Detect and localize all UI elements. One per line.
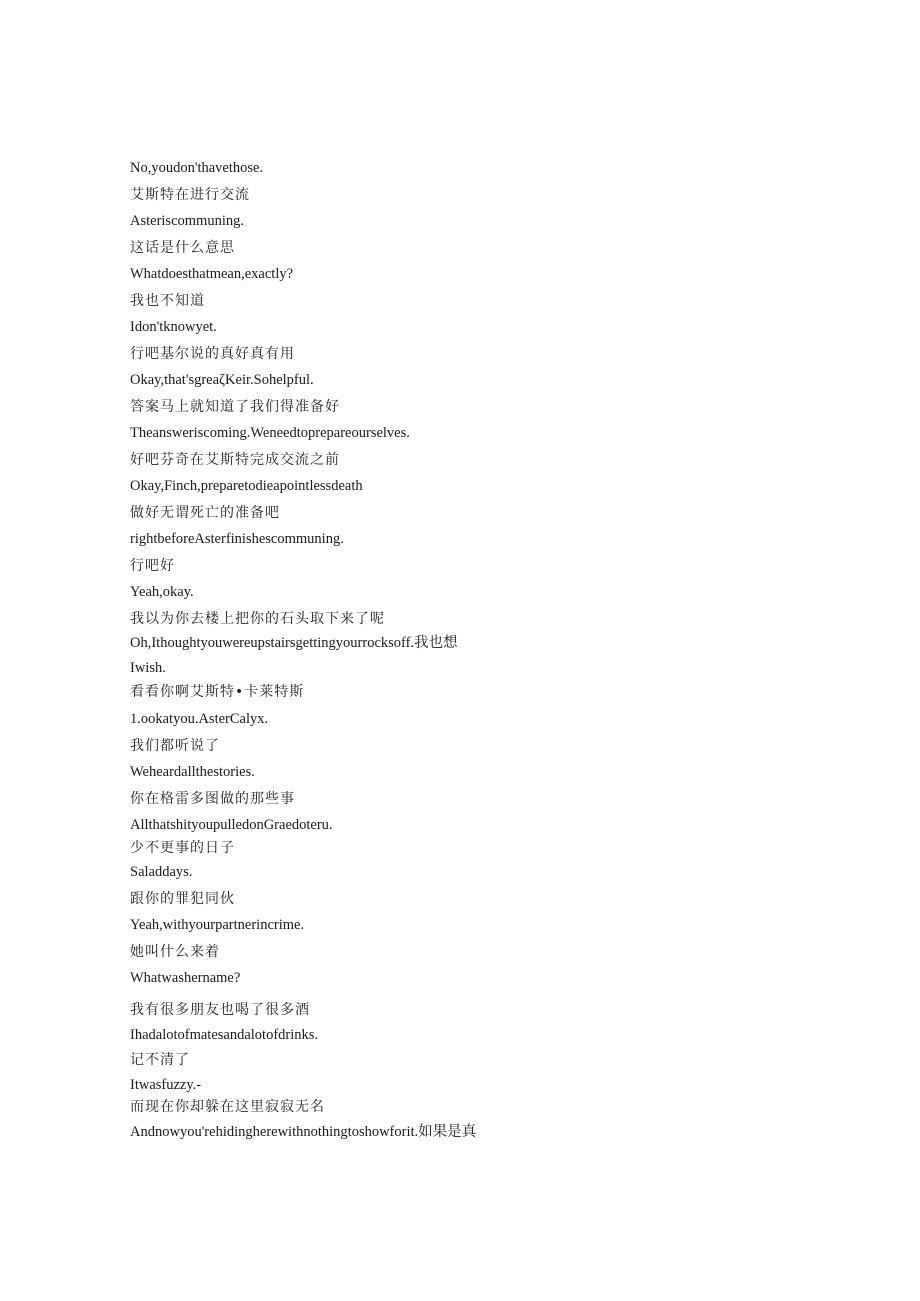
text-line: 做好无谓死亡的准备吧 <box>130 505 280 521</box>
text-line: Oh,Ithoughtyouwereupstairsgettingyourrocksoff.我也想 <box>130 635 458 651</box>
text-line: Okay,Finch,preparetodieapointlessdeath <box>130 478 363 494</box>
text-line: 好吧芬奇在艾斯特完成交流之前 <box>130 452 340 468</box>
text-line: Yeah,withyourpartnerincrime. <box>130 917 305 933</box>
text-line: 看看你啊艾斯特•卡莱特斯 <box>130 684 305 700</box>
text-line: Okay,that'sgreaζKeir.Sohelpful. <box>130 372 314 388</box>
text-line: rightbeforeAsterfinishescommuning. <box>130 531 344 547</box>
text-line: 记不清了 <box>130 1052 190 1068</box>
text-line: 1.ookatyou.AsterCalyx. <box>130 711 269 727</box>
text-line: 答案马上就知道了我们得准备好 <box>130 399 340 415</box>
text-line: Weheardallthestories. <box>130 764 255 780</box>
text-line: Theansweriscoming.Weneedtoprepareourselves. <box>130 425 410 441</box>
text-line: 我们都听说了 <box>130 738 220 754</box>
text-line: Idon'tknowyet. <box>130 319 217 335</box>
text-line: 她叫什么来着 <box>130 944 220 960</box>
text-line: 少不更事的日子 <box>130 840 235 856</box>
text-line: 我以为你去楼上把你的石头取下来了呢 <box>130 611 385 627</box>
text-line: Yeah,okay. <box>130 584 194 600</box>
text-line: 我有很多朋友也喝了很多酒 <box>130 1002 310 1018</box>
text-line: Asteriscommuning. <box>130 213 244 229</box>
text-line: AllthatshityoupulledonGraedoteru. <box>130 817 333 833</box>
text-line: Whatdoesthatmean,exactly? <box>130 266 294 282</box>
text-line: 行吧好 <box>130 558 175 574</box>
text-line: 艾斯特在进行交流 <box>130 187 250 203</box>
text-line: 这话是什么意思 <box>130 240 235 256</box>
text-line: 而现在你却躲在这里寂寂无名 <box>130 1099 325 1115</box>
text-line: 跟你的罪犯同伙 <box>130 891 235 907</box>
text-line: Whatwashername? <box>130 970 241 986</box>
text-line: Iwish. <box>130 660 166 676</box>
text-line: Itwasfuzzy.- <box>130 1077 202 1093</box>
text-line: Andnowyou'rehidingherewithnothingtoshowforit.如果是真 <box>130 1124 477 1140</box>
text-line: Ihadalotofmatesandalotofdrinks. <box>130 1027 319 1043</box>
text-line: 我也不知道 <box>130 293 205 309</box>
text-line: 行吧基尔说的真好真有用 <box>130 346 295 362</box>
text-line: No,youdon'thavethose. <box>130 160 264 176</box>
text-line: 你在格雷多图做的那些事 <box>130 791 295 807</box>
text-line: Saladdays. <box>130 864 193 880</box>
